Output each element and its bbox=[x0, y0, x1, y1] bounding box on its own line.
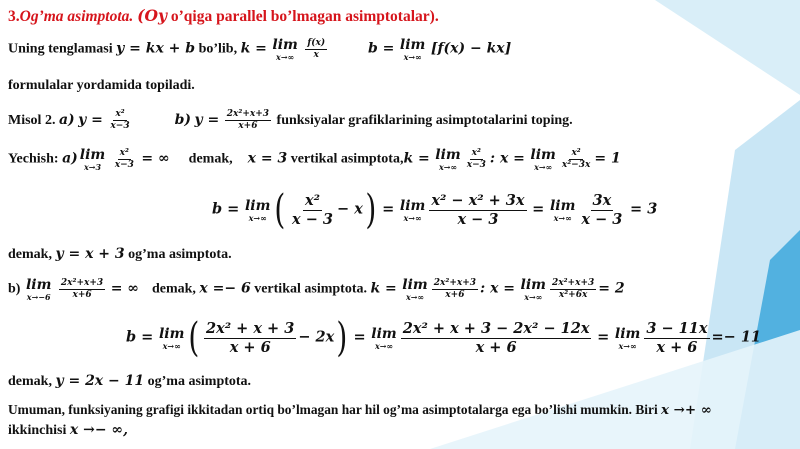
slide-title bbox=[8, 6, 439, 26]
sol-b-label: b) bbox=[8, 281, 21, 297]
k-lhs: k = bbox=[240, 40, 267, 57]
example-b-lhs: y = bbox=[194, 112, 220, 129]
conclusion-math-2: x →− ∞, bbox=[69, 422, 128, 438]
lim-bb3: lim x→∞ bbox=[614, 325, 641, 351]
sol-bb-eq: = bbox=[353, 328, 366, 346]
title-rest: o’qiga parallel bo’lmagan asimptotalar). bbox=[167, 8, 439, 25]
example-a-label: a) bbox=[58, 112, 75, 129]
intro-lead: Uning tenglamasi bbox=[8, 41, 113, 57]
sol-b-vert-text: vertikal asimptota. bbox=[254, 281, 367, 297]
example-line bbox=[8, 110, 573, 132]
sol-ab-in-frac: $\frac{\text{x²}}{x - 3}$ bbox=[292, 192, 334, 228]
conclusion-math-1: x →+ ∞ bbox=[661, 402, 712, 418]
sol-ab-eq3: = 3 bbox=[630, 200, 658, 218]
sol-b-demak: demak, bbox=[151, 281, 196, 297]
solution-label: Yechish: bbox=[8, 151, 59, 167]
demak-b-eq: y = 2x − 11 bbox=[55, 373, 145, 389]
sol-b-frac1: $\frac{\text{2x²+x+3}}{x+6}$ bbox=[60, 277, 104, 300]
formula-intro-line bbox=[8, 38, 329, 61]
solution-b-line bbox=[8, 278, 625, 301]
sol-a-demak: demak, bbox=[188, 151, 233, 167]
title-oy: (Oy bbox=[137, 6, 168, 25]
sol-bb-minus: − 2x bbox=[298, 328, 335, 346]
sol-b-k-lhs: k = bbox=[370, 280, 397, 297]
solution-a-line bbox=[8, 148, 621, 171]
sol-a-colon: : x = bbox=[489, 150, 525, 167]
sol-ab-lhs: b = bbox=[212, 200, 240, 218]
example-a-lhs: y = bbox=[78, 112, 103, 129]
solution-a-b-line: b = lim x→∞ ( $\frac{\text{x²}}{x - 3}$ − x) = lim x→∞ $\frac{\text{x² − x² + 3x}}{x - 3}$ = lim x→∞ $\frac{3x}{x - 3}$ = 3 bbox=[212, 187, 658, 233]
formula-tail: formulalar yordamida topiladi. bbox=[8, 78, 195, 93]
title-number: 3. bbox=[8, 8, 20, 25]
conclusion-text-1: Umuman, funksiyaning grafigi ikkitadan ortiq bo’lmagan har hil og’ma asimptotalarga ega bo’lishi mumkin. Biri bbox=[8, 402, 658, 417]
lim-ab3: lim x→∞ bbox=[549, 197, 576, 223]
demak-b-lead: demak, bbox=[8, 374, 52, 389]
sol-a-frac2: $\frac{\text{x²}}{x-3}$ bbox=[466, 147, 486, 170]
sol-b-frac2: $\frac{\text{2x²+x+3}}{x+6}$ bbox=[433, 277, 477, 300]
sol-ab-frac2: $\frac{\text{x² − x² + 3x}}{x - 3}$ bbox=[431, 192, 525, 228]
lim-b1: lim x→−6 bbox=[25, 277, 52, 302]
sol-ab-eq: = bbox=[382, 200, 395, 218]
lim-a3: lim x→∞ bbox=[530, 147, 556, 172]
sol-a-k-lhs: k = bbox=[403, 150, 430, 167]
title-term: Og’ma asimptota. bbox=[19, 8, 134, 25]
lim-bb2: lim x→∞ bbox=[371, 325, 397, 351]
sol-ab-frac3: $\frac{3x}{x - 3}$ bbox=[581, 192, 623, 228]
example-label: Misol 2. bbox=[8, 113, 56, 129]
sol-ab-eq2: = bbox=[532, 200, 545, 218]
example-b-label: b) bbox=[174, 112, 191, 129]
lim-b: lim x→∞ bbox=[399, 37, 426, 62]
sol-ab-minus: − x bbox=[337, 200, 363, 218]
example-task: funksiyalar grafiklarining asimptotalarini toping. bbox=[276, 113, 573, 129]
lim-a1: lim x→3 bbox=[79, 147, 106, 172]
sol-a-eq1: = 1 bbox=[594, 150, 621, 167]
sol-a-vert: x = 3 bbox=[247, 150, 288, 167]
conclusion-line-2 bbox=[8, 422, 128, 439]
lim-k: lim x→∞ bbox=[272, 37, 298, 62]
demak-a-lead: demak, bbox=[8, 247, 52, 262]
sol-b-colon: : x = bbox=[480, 280, 516, 297]
solution-a-label: a) bbox=[62, 150, 78, 167]
lim-b3: lim x→∞ bbox=[520, 277, 546, 302]
sol-b-eq-inf: = ∞ bbox=[110, 280, 139, 297]
sol-bb-frac2: $\frac{\text{2x² + x + 3 − 2x² − 12x}}{x + 6}$ bbox=[402, 320, 590, 356]
sol-bb-frac3: $\frac{3 - 11x}{x + 6}$ bbox=[646, 320, 708, 356]
sol-bb-lhs: b = bbox=[126, 328, 154, 346]
sol-bb-in-frac: $\frac{\text{2x² + x + 3}}{x + 6}$ bbox=[206, 320, 295, 356]
sol-a-vert-text: vertikal asimptota, bbox=[290, 151, 404, 167]
lim-ab2: lim x→∞ bbox=[399, 197, 426, 223]
conclusion-line-1 bbox=[8, 402, 712, 418]
conclusion-text-2: ikkinchisi bbox=[8, 423, 67, 438]
lim-b2: lim x→∞ bbox=[402, 277, 428, 302]
sol-b-vert: x =− 6 bbox=[199, 280, 251, 297]
sol-bb-eq3: =− 11 bbox=[711, 328, 762, 346]
solution-b-b-line: b = lim x→∞ ( $\frac{\text{2x² + x + 3}}{x + 6}$ − 2x) = lim x→∞ $\frac{\text{2x² + x + 3 − 2x² − 12x}}{x + 6}$ = lim x→∞ $\frac{3 - 11x}{x + 6}$ =− 11 bbox=[126, 315, 762, 361]
demak-a-line bbox=[8, 246, 232, 263]
demak-a-tail: og’ma asimptota. bbox=[128, 247, 232, 262]
demak-a-eq: y = x + 3 bbox=[55, 246, 125, 262]
sol-b-frac3: $\frac{\text{2x²+x+3}}{\text{x²+6x}}$ bbox=[551, 277, 595, 300]
demak-b-line bbox=[8, 373, 251, 390]
b-lhs: b = bbox=[368, 40, 395, 57]
sol-a-eq-inf: = ∞ bbox=[141, 150, 170, 167]
sol-a-frac1: $\frac{\text{x²}}{x-3}$ bbox=[114, 147, 134, 170]
formula-b-line bbox=[368, 38, 511, 61]
example-a-frac: $\frac{\text{x²}}{x-3}$ bbox=[110, 109, 130, 132]
example-b-frac: $\frac{\text{2x²+x+3}}{x+6}$ bbox=[226, 109, 270, 132]
lim-a2: lim x→∞ bbox=[435, 147, 461, 172]
sol-a-frac3: $\frac{\text{x²}}{\text{x²−3x}}$ bbox=[561, 147, 591, 170]
intro-mid: bo’lib, bbox=[198, 41, 238, 57]
frac-k: $\frac{f(x)}{x}$ bbox=[307, 37, 326, 60]
lim-bb1: lim x→∞ bbox=[158, 325, 185, 351]
lim-ab1: lim x→∞ bbox=[244, 197, 271, 223]
intro-eq: y = kx + b bbox=[116, 40, 196, 57]
b-body: [f(x) − kx] bbox=[430, 40, 512, 57]
demak-b-tail: og’ma asimptota. bbox=[147, 374, 252, 389]
sol-bb-eq2: = bbox=[597, 328, 610, 346]
sol-b-eq2: = 2 bbox=[598, 280, 625, 297]
